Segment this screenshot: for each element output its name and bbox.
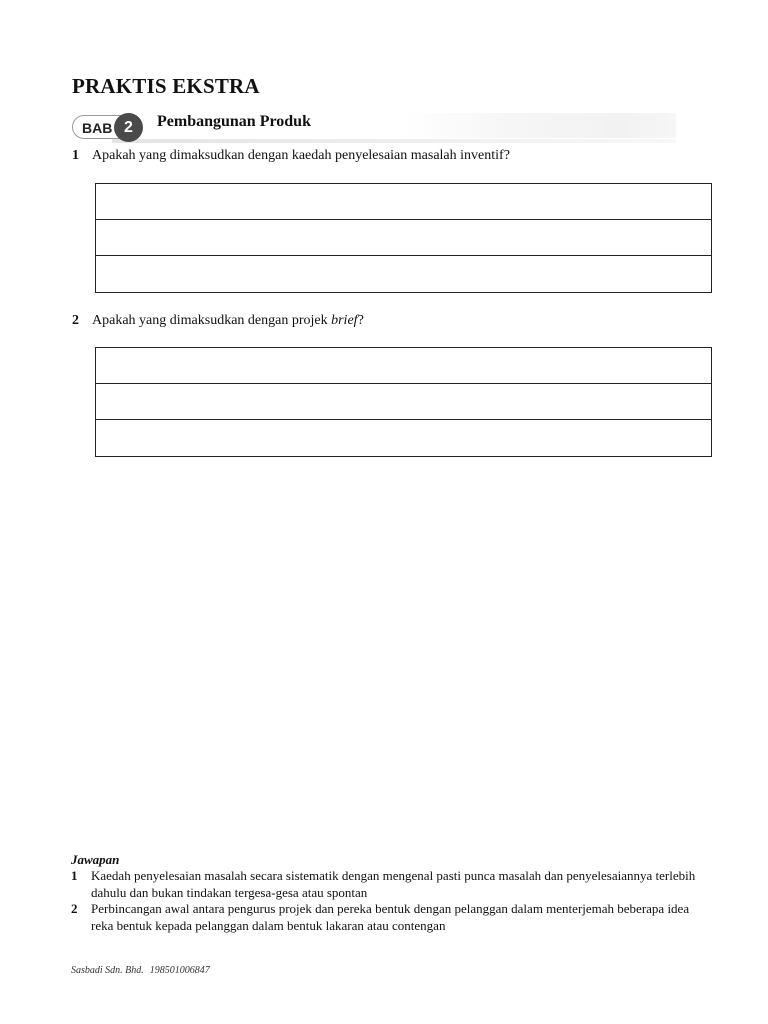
chapter-label: BAB <box>82 120 113 136</box>
question-text: Apakah yang dimaksudkan dengan projek <box>92 313 332 328</box>
answer-item-1 <box>71 868 711 901</box>
answer-box-2[interactable] <box>95 347 712 457</box>
answer-number: 1 <box>71 868 78 883</box>
answer-box-1[interactable] <box>95 183 712 293</box>
answer-text: Perbincangan awal antara pengurus projek dan pereka bentuk dengan pelanggan dalam menterjemah beberapa idea reka bentuk kepada pelanggan dalam bentuk lakaran atau contengan <box>91 901 690 933</box>
chapter-title: Pembangunan Produk <box>157 113 311 130</box>
chapter-header-band <box>402 113 676 138</box>
question-number: 2 <box>72 313 79 328</box>
registration-number: 198501006847 <box>149 965 210 976</box>
answer-line[interactable] <box>96 220 711 256</box>
chapter-divider <box>112 139 676 143</box>
answers-heading: Jawapan <box>71 852 120 867</box>
question-1 <box>72 148 510 164</box>
question-2 <box>72 313 364 329</box>
answer-item-2 <box>71 901 711 934</box>
answer-line[interactable] <box>96 348 711 384</box>
answer-line[interactable] <box>96 256 711 292</box>
question-text: Apakah yang dimaksudkan dengan kaedah penyelesaian masalah inventif? <box>92 148 510 163</box>
chapter-number: 2 <box>114 113 143 142</box>
answer-text: Kaedah penyelesaian masalah secara sistematik dengan mengenal pasti punca masalah dan penyelesaiannya terlebih dahulu dan bukan tindakan tergesa-gesa atau spontan <box>91 868 696 900</box>
question-number: 1 <box>72 148 79 163</box>
question-text-italic: brief <box>331 313 358 328</box>
answer-line[interactable] <box>96 184 711 220</box>
answer-line[interactable] <box>96 384 711 420</box>
chapter-header <box>72 113 676 145</box>
answer-line[interactable] <box>96 420 711 456</box>
answer-number: 2 <box>71 901 78 916</box>
page-title: PRAKTIS EKSTRA <box>72 74 260 98</box>
question-text-end: ? <box>357 313 364 328</box>
footer <box>71 965 210 976</box>
publisher-name: Sasbadi Sdn. Bhd. <box>71 965 144 976</box>
